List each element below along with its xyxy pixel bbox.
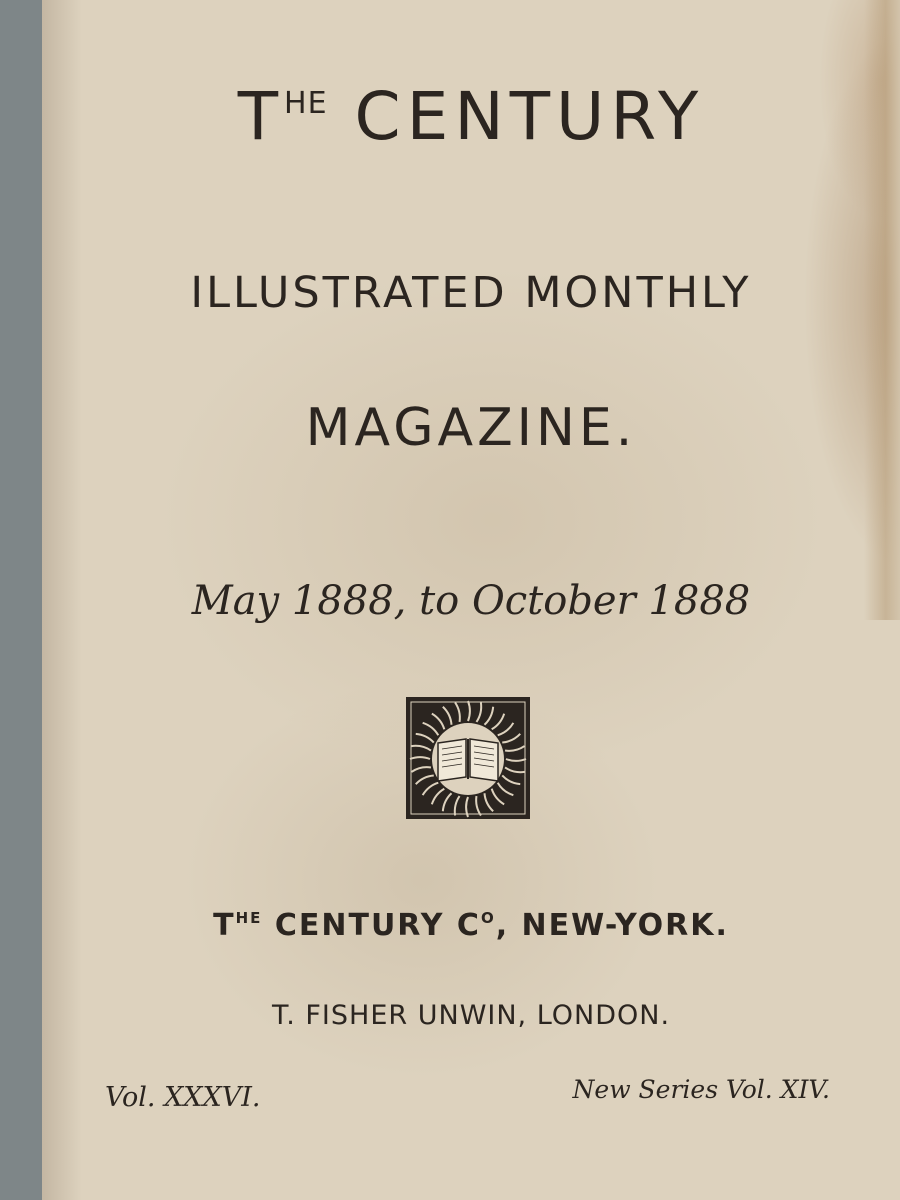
volume-number: Vol. XXXVI. bbox=[105, 1082, 261, 1113]
title-the-superscript: HE bbox=[284, 86, 328, 121]
publisher-the-superscript: HE bbox=[235, 909, 263, 927]
magazine-title bbox=[42, 78, 900, 155]
publisher-london: T. FISHER UNWIN, LONDON. bbox=[271, 1000, 671, 1031]
publisher-co-superscript: O bbox=[480, 909, 496, 927]
date-range: May 1888, to October 1888 bbox=[191, 578, 751, 624]
publisher-the-letter: T bbox=[213, 908, 236, 943]
publisher-name: CENTURY C bbox=[274, 908, 481, 943]
subtitle-line-1: ILLUSTRATED MONTHLY bbox=[190, 268, 752, 318]
publisher-new-york bbox=[42, 908, 900, 943]
title-the-letter: T bbox=[237, 78, 285, 155]
new-series-volume: New Series Vol. XIV. bbox=[572, 1075, 830, 1104]
title-main: CENTURY bbox=[354, 78, 705, 155]
sun-book-emblem-icon bbox=[406, 697, 530, 819]
subtitle-line-2: MAGAZINE. bbox=[305, 398, 637, 458]
publisher-city: , NEW-YORK. bbox=[495, 908, 729, 943]
